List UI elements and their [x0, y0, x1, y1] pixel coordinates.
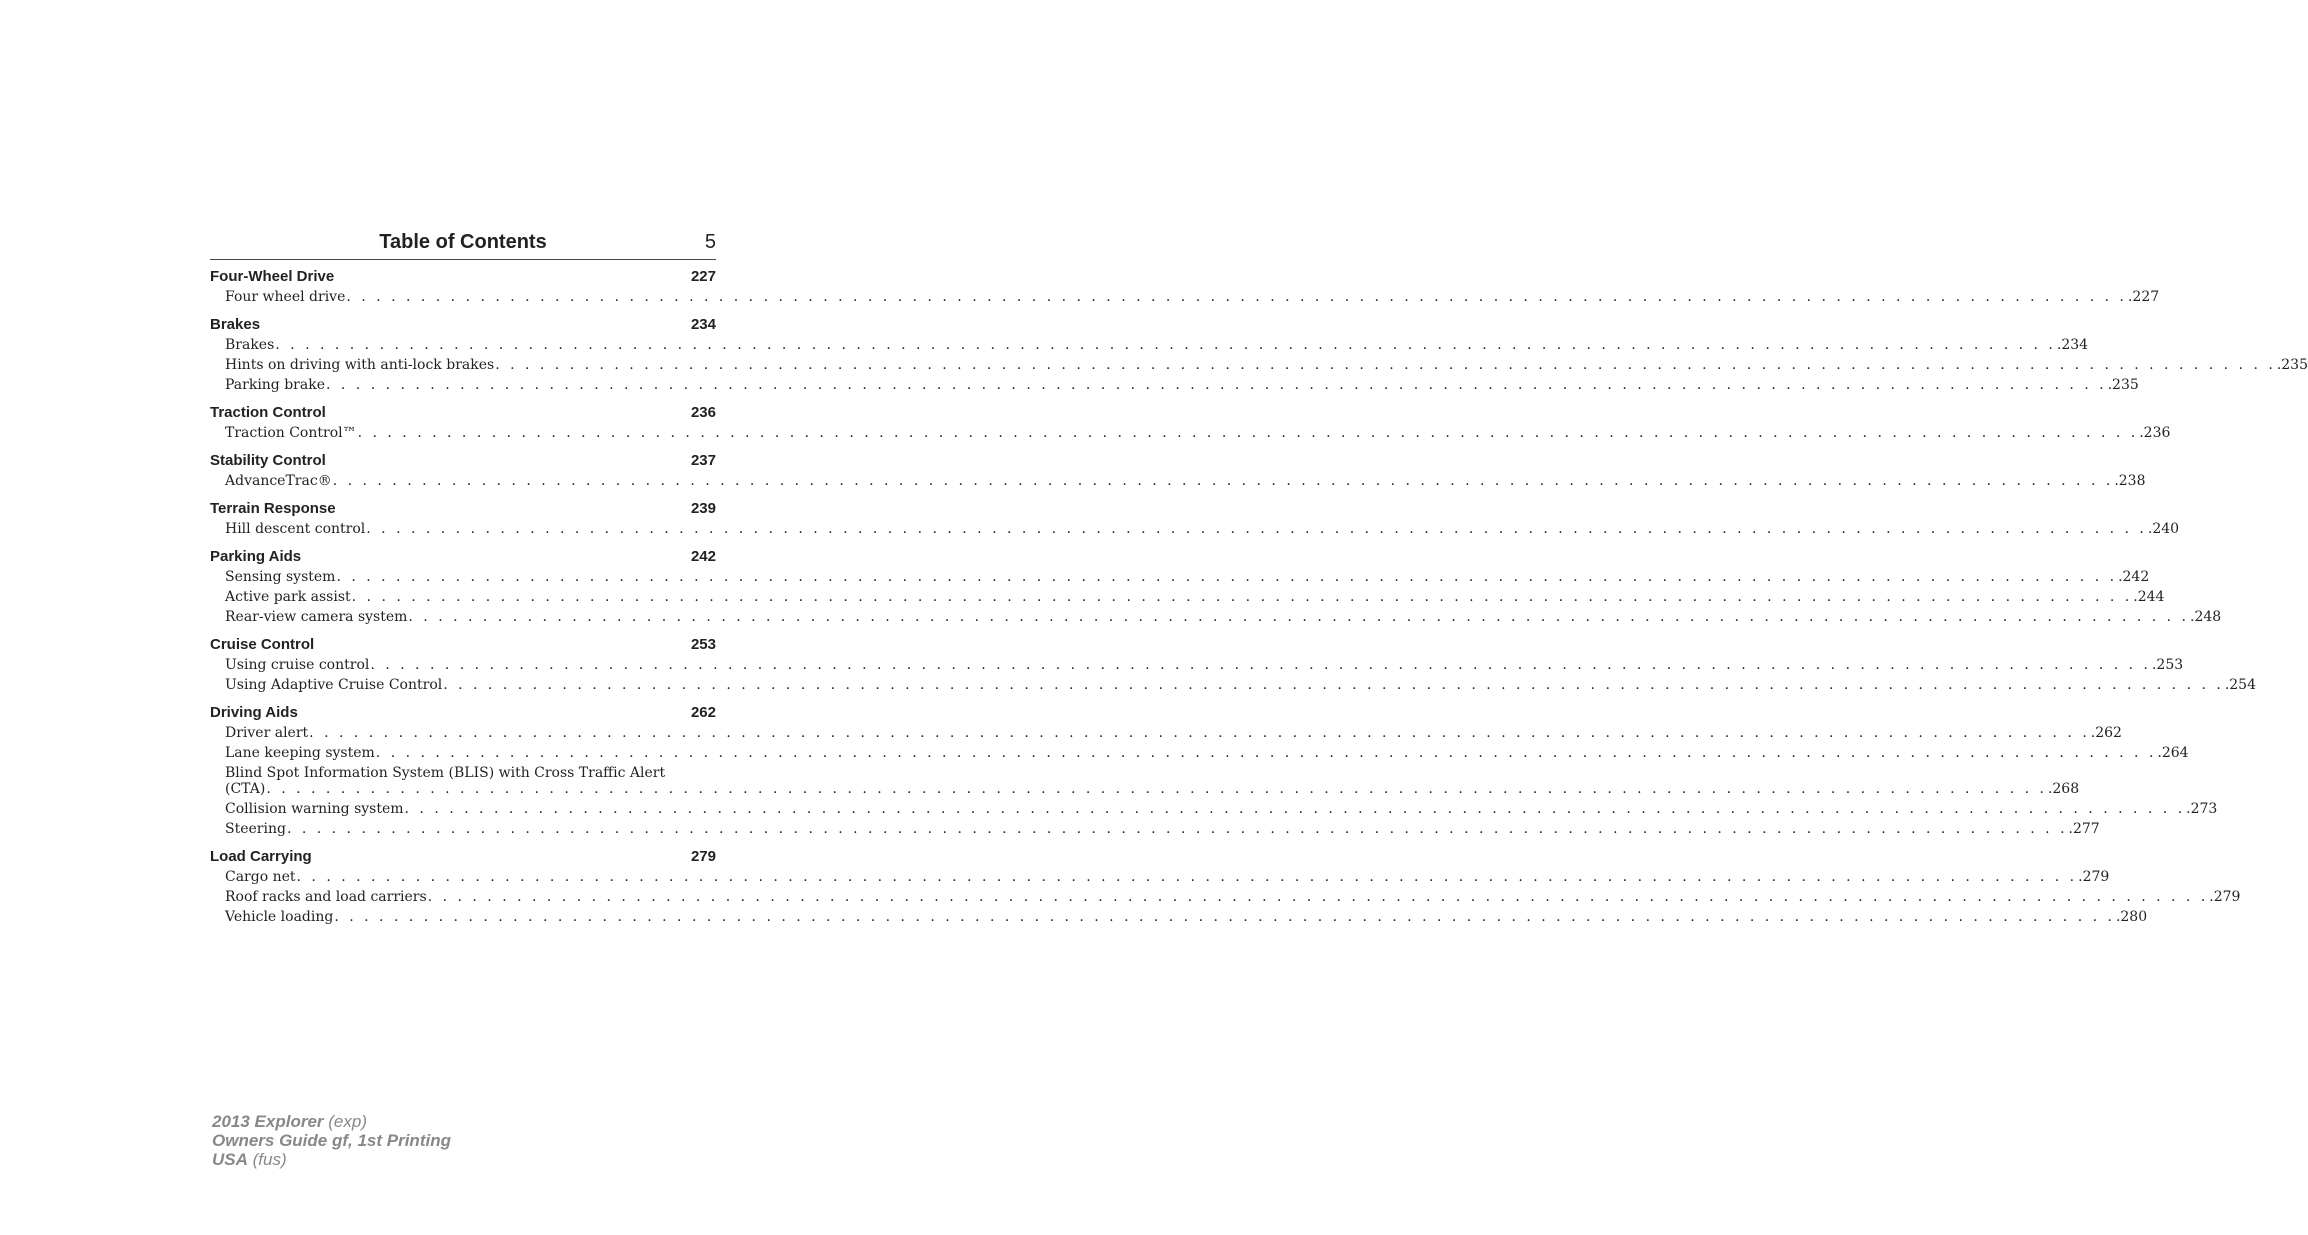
- section-page: 262: [690, 704, 716, 721]
- entry-label: Active park assist: [225, 589, 351, 605]
- entry-page: .244: [2133, 589, 2165, 605]
- dot-leader: . . . . . . . . . . . . . . . . . . . . . . . . . . . . . . . . . . . . . . . . . . . . . . . . . . . . . . . . . . . . . . . . . . . . . . . . . . . . . . . . . . . . . . . . . . . . . . . . . . . . . . . . . . . . . . . . . . . . . . . .: [336, 569, 2118, 585]
- toc-entry[interactable]: [225, 743, 2189, 763]
- toc-entry[interactable]: [225, 907, 2148, 927]
- page-title: Table of Contents: [379, 231, 547, 253]
- entry-label: Sensing system: [225, 569, 336, 585]
- entry-label: Collision warning system: [225, 801, 404, 817]
- entry-page: .238: [2114, 473, 2146, 489]
- dot-leader: . . . . . . . . . . . . . . . . . . . . . . . . . . . . . . . . . . . . . . . . . . . . . . . . . . . . . . . . . . . . . . . . . . . . . . . . . . . . . . . . . . . . . . . . . . . . . . . . . . . . . . . . . . . . . . . . . . . . . . . .: [346, 289, 2127, 305]
- toc-entry[interactable]: [225, 675, 2256, 695]
- section-page: 237: [690, 452, 716, 469]
- footer-market-code: (fus): [252, 1150, 287, 1169]
- page-number: 5: [704, 231, 716, 253]
- dot-leader: . . . . . . . . . . . . . . . . . . . . . . . . . . . . . . . . . . . . . . . . . . . . . . . . . . . . . . . . . . . . . . . . . . . . . . . . . . . . . . . . . . . . . . . . . . . . . . . . . . . . . . . . . . . . . . . . . . . . . . . .: [495, 357, 2276, 373]
- section-title: Load Carrying: [210, 848, 312, 865]
- entry-label: Blind Spot Information System (BLIS) with Cross Traffic Alert: [225, 765, 666, 781]
- entry-label: Vehicle loading: [225, 909, 334, 925]
- section-heading[interactable]: [210, 634, 716, 655]
- dot-leader: . . . . . . . . . . . . . . . . . . . . . . . . . . . . . . . . . . . . . . . . . . . . . . . . . . . . . . . . . . . . . . . . . . . . . . . . . . . . . . . . . . . . . . . . . . . . . . . . . . . . . . . . . . . . . . . . . . . . . . . .: [370, 657, 2151, 673]
- entry-page: .248: [2190, 609, 2222, 625]
- toc-section: [210, 634, 2256, 695]
- entry-page: .280: [2115, 909, 2148, 925]
- section-title: Brakes: [210, 316, 261, 333]
- entry-page: .273: [2186, 801, 2218, 817]
- entry-page: .254: [2224, 677, 2256, 693]
- toc-section: [210, 702, 2218, 839]
- section-title: Stability Control: [210, 452, 326, 469]
- entry-page: .268: [2047, 781, 2080, 797]
- dot-leader: . . . . . . . . . . . . . . . . . . . . . . . . . . . . . . . . . . . . . . . . . . . . . . . . . . . . . . . . . . . . . . . . . . . . . . . . . . . . . . . . . . . . . . . . . . . . . . . . . . . . . . . . . . . . . . . . . . . . . . . .: [296, 869, 2078, 885]
- toc-section: [210, 314, 2308, 395]
- dot-leader: . . . . . . . . . . . . . . . . . . . . . . . . . . . . . . . . . . . . . . . . . . . . . . . . . . . . . . . . . . . . . . . . . . . . . . . . . . . . . . . . . . . . . . . . . . . . . . . . . . . . . . . . . . . . . . . . . . . . . . . .: [404, 801, 2186, 817]
- toc-entry[interactable]: [225, 355, 2308, 375]
- toc-entry[interactable]: [225, 335, 2089, 355]
- toc-section: [210, 266, 2160, 307]
- toc-entry[interactable]: [225, 799, 2218, 819]
- toc-entry[interactable]: [225, 723, 2122, 743]
- entry-page: .235: [2107, 377, 2139, 393]
- toc-section: [210, 450, 2146, 491]
- section-page: 236: [690, 404, 716, 421]
- dot-leader: . . . . . . . . . . . . . . . . . . . . . . . . . . . . . . . . . . . . . . . . . . . . . . . . . . . . . . . . . . . . . . . . . . . . . . . . . . . . . . . . . . . . . . . . . . . . . . . . . . . . . . . . . . . . . . . . . . . . . . . .: [427, 889, 2209, 905]
- section-page: 239: [690, 500, 716, 517]
- entry-page: .242: [2118, 569, 2150, 585]
- entry-page: .262: [2090, 725, 2122, 741]
- dot-leader: . . . . . . . . . . . . . . . . . . . . . . . . . . . . . . . . . . . . . . . . . . . . . . . . . . . . . . . . . . . . . . . . . . . . . . . . . . . . . . . . . . . . . . . . . . . . . . . . . . . . . . . . . . . . . . . . . . . . . . . .: [443, 677, 2224, 693]
- toc-entry[interactable]: [225, 765, 2080, 797]
- section-page: 234: [690, 316, 716, 333]
- entry-label: AdvanceTrac®: [225, 473, 332, 489]
- entry-label: Hints on driving with anti-lock brakes: [225, 357, 495, 373]
- toc-entry[interactable]: [225, 287, 2160, 307]
- dot-leader: . . . . . . . . . . . . . . . . . . . . . . . . . . . . . . . . . . . . . . . . . . . . . . . . . . . . . . . . . . . . . . . . . . . . . . . . . . . . . . . . . . . . . . . . . . . . . . . . . . . . . . . . . . . . . . . . . . . . . . . .: [286, 821, 2068, 837]
- page-header: [210, 229, 716, 260]
- dot-leader: . . . . . . . . . . . . . . . . . . . . . . . . . . . . . . . . . . . . . . . . . . . . . . . . . . . . . . . . . . . . . . . . . . . . . . . . . . . . . . . . . . . . . . . . . . . . . . . . . . . . . . . . . . . . . . . . . . . . . . . .: [334, 909, 2115, 925]
- section-title: Cruise Control: [210, 636, 315, 653]
- table-of-contents: [210, 266, 2308, 934]
- footer-market: USA: [212, 1150, 248, 1169]
- section-heading[interactable]: [210, 702, 716, 723]
- dot-leader: . . . . . . . . . . . . . . . . . . . . . . . . . . . . . . . . . . . . . . . . . . . . . . . . . . . . . . . . . . . . . . . . . . . . . . . . . . . . . . . . . . . . . . . . . . . . . . . . . . . . . . . . . . . . . . . . . . . . . . . .: [266, 781, 2047, 797]
- section-heading[interactable]: [210, 846, 716, 867]
- entry-label: Cargo net: [225, 869, 296, 885]
- dot-leader: . . . . . . . . . . . . . . . . . . . . . . . . . . . . . . . . . . . . . . . . . . . . . . . . . . . . . . . . . . . . . . . . . . . . . . . . . . . . . . . . . . . . . . . . . . . . . . . . . . . . . . . . . . . . . . . . . . . . . . . .: [326, 377, 2107, 393]
- section-heading[interactable]: [210, 450, 716, 471]
- entry-page: .240: [2147, 521, 2180, 537]
- footer-guide: Owners Guide gf, 1st Printing: [212, 1131, 451, 1150]
- section-page: 242: [690, 548, 716, 565]
- toc-section: [210, 546, 2222, 627]
- entry-label: Driver alert: [225, 725, 309, 741]
- toc-entry[interactable]: [225, 587, 2165, 607]
- toc-section: [210, 498, 2180, 539]
- toc-entry[interactable]: [225, 375, 2139, 395]
- toc-entry[interactable]: [225, 655, 2184, 675]
- entry-page: .253: [2151, 657, 2184, 673]
- dot-leader: . . . . . . . . . . . . . . . . . . . . . . . . . . . . . . . . . . . . . . . . . . . . . . . . . . . . . . . . . . . . . . . . . . . . . . . . . . . . . . . . . . . . . . . . . . . . . . . . . . . . . . . . . . . . . . . . . . . . . . . .: [366, 521, 2147, 537]
- entry-page: .235: [2276, 357, 2308, 373]
- section-heading[interactable]: [210, 314, 716, 335]
- section-heading[interactable]: [210, 498, 716, 519]
- entry-page: .264: [2157, 745, 2189, 761]
- entry-label: Using Adaptive Cruise Control: [225, 677, 443, 693]
- section-page: 279: [690, 848, 716, 865]
- footer-model: 2013 Explorer: [212, 1112, 324, 1131]
- section-title: Traction Control: [210, 404, 326, 421]
- entry-label: Using cruise control: [225, 657, 370, 673]
- dot-leader: . . . . . . . . . . . . . . . . . . . . . . . . . . . . . . . . . . . . . . . . . . . . . . . . . . . . . . . . . . . . . . . . . . . . . . . . . . . . . . . . . . . . . . . . . . . . . . . . . . . . . . . . . . . . . . . . . . . . . . . .: [309, 725, 2090, 741]
- toc-entry[interactable]: [225, 607, 2222, 627]
- dot-leader: . . . . . . . . . . . . . . . . . . . . . . . . . . . . . . . . . . . . . . . . . . . . . . . . . . . . . . . . . . . . . . . . . . . . . . . . . . . . . . . . . . . . . . . . . . . . . . . . . . . . . . . . . . . . . . . . . . . . . . . .: [357, 425, 2139, 441]
- entry-page: .227: [2127, 289, 2160, 305]
- section-title: Terrain Response: [210, 500, 336, 517]
- toc-entry[interactable]: [225, 423, 2171, 443]
- dot-leader: . . . . . . . . . . . . . . . . . . . . . . . . . . . . . . . . . . . . . . . . . . . . . . . . . . . . . . . . . . . . . . . . . . . . . . . . . . . . . . . . . . . . . . . . . . . . . . . . . . . . . . . . . . . . . . . . . . . . . . . .: [351, 589, 2133, 605]
- entry-label: Lane keeping system: [225, 745, 375, 761]
- toc-entry[interactable]: [225, 519, 2180, 539]
- entry-page: .277: [2068, 821, 2100, 837]
- section-page: 227: [690, 268, 716, 285]
- section-heading[interactable]: [210, 546, 716, 567]
- dot-leader: . . . . . . . . . . . . . . . . . . . . . . . . . . . . . . . . . . . . . . . . . . . . . . . . . . . . . . . . . . . . . . . . . . . . . . . . . . . . . . . . . . . . . . . . . . . . . . . . . . . . . . . . . . . . . . . . . . . . . . . .: [275, 337, 2056, 353]
- section-heading[interactable]: [210, 266, 716, 287]
- toc-entry[interactable]: [225, 819, 2100, 839]
- section-title: Parking Aids: [210, 548, 302, 565]
- toc-entry[interactable]: [225, 471, 2146, 491]
- section-title: Driving Aids: [210, 704, 298, 721]
- dot-leader: . . . . . . . . . . . . . . . . . . . . . . . . . . . . . . . . . . . . . . . . . . . . . . . . . . . . . . . . . . . . . . . . . . . . . . . . . . . . . . . . . . . . . . . . . . . . . . . . . . . . . . . . . . . . . . . . . . . . . . . .: [332, 473, 2114, 489]
- toc-section: [210, 402, 2171, 443]
- dot-leader: . . . . . . . . . . . . . . . . . . . . . . . . . . . . . . . . . . . . . . . . . . . . . . . . . . . . . . . . . . . . . . . . . . . . . . . . . . . . . . . . . . . . . . . . . . . . . . . . . . . . . . . . . . . . . . . . . . . . . . . .: [408, 609, 2190, 625]
- toc-entry[interactable]: [225, 567, 2150, 587]
- section-title: Four-Wheel Drive: [210, 268, 335, 285]
- entry-label: Rear-view camera system: [225, 609, 408, 625]
- toc-entry[interactable]: [225, 887, 2241, 907]
- toc-section: [210, 846, 2241, 927]
- entry-label: Four wheel drive: [225, 289, 346, 305]
- entry-page: .236: [2139, 425, 2171, 441]
- entry-label: Brakes: [225, 337, 275, 353]
- entry-label: Parking brake: [225, 377, 325, 393]
- entry-page: .234: [2056, 337, 2089, 353]
- entry-label: Hill descent control: [225, 521, 366, 537]
- section-heading[interactable]: [210, 402, 716, 423]
- entry-label-continued: (CTA): [225, 781, 266, 797]
- section-page: 253: [690, 636, 716, 653]
- entry-page: .279: [2078, 869, 2110, 885]
- entry-page: .279: [2209, 889, 2241, 905]
- dot-leader: . . . . . . . . . . . . . . . . . . . . . . . . . . . . . . . . . . . . . . . . . . . . . . . . . . . . . . . . . . . . . . . . . . . . . . . . . . . . . . . . . . . . . . . . . . . . . . . . . . . . . . . . . . . . . . . . . . . . . . . .: [375, 745, 2157, 761]
- toc-entry[interactable]: [225, 867, 2110, 887]
- entry-label: Steering: [225, 821, 286, 837]
- entry-label: Traction Control™: [225, 425, 357, 441]
- entry-label: Roof racks and load carriers: [225, 889, 427, 905]
- footer-model-code: (exp): [328, 1112, 367, 1131]
- footer: [212, 1112, 451, 1169]
